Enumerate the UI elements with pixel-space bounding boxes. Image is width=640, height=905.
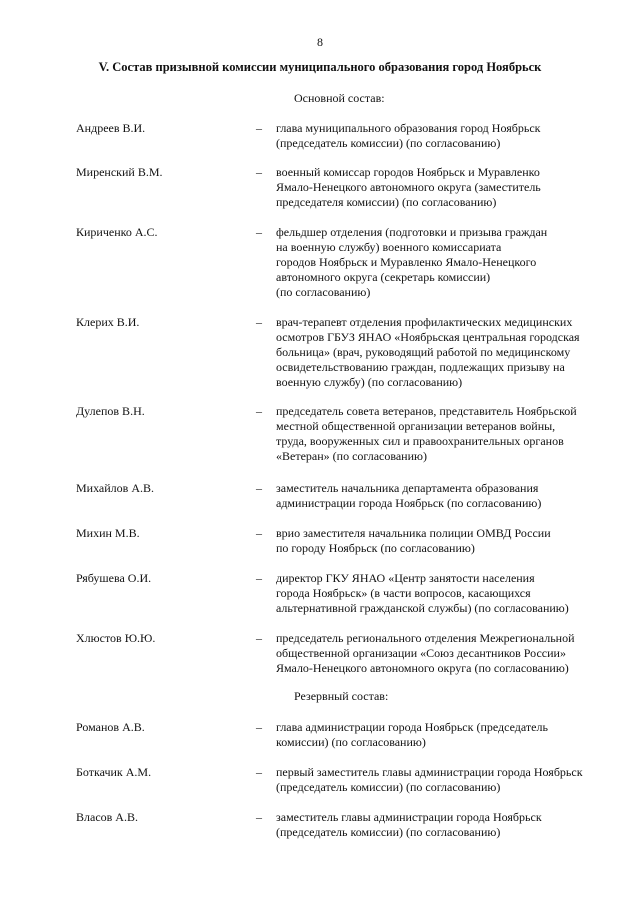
role-line: на военную службу) военного комиссариата — [276, 240, 502, 254]
role-line: города Ноябрьск» (в части вопросов, касающихся — [276, 586, 531, 600]
role-line: Ямало-Ненецкого автономного округа (заместитель — [276, 180, 541, 194]
role-line: (председатель комиссии) (по согласованию) — [276, 780, 501, 794]
member-dash: – — [256, 121, 262, 135]
member-role — [276, 526, 616, 556]
member-dash: – — [256, 631, 262, 645]
member-dash: – — [256, 720, 262, 734]
member-role — [276, 810, 616, 840]
role-line: «Ветеран» (по согласованию) — [276, 449, 427, 463]
member-role — [276, 315, 616, 390]
member-dash: – — [256, 315, 262, 329]
role-line: освидетельствованию граждан, подлежащих призыву на — [276, 360, 565, 374]
role-line: председатель регионального отделения Межрегиональной — [276, 631, 575, 645]
member-dash: – — [256, 810, 262, 824]
role-line: (по согласованию) — [276, 285, 371, 299]
role-line: военную службу) (по согласованию) — [276, 375, 463, 389]
member-role — [276, 765, 616, 795]
role-line: больница» (врач, руководящий работой по медицинскому — [276, 345, 571, 359]
section-heading: V. Состав призывной комиссии муниципального образования город Ноябрьск — [98, 60, 542, 74]
member-name: Андреев В.И. — [76, 121, 146, 135]
member-dash: – — [256, 765, 262, 779]
reserve-composition-label: Резервный состав: — [294, 689, 389, 703]
member-name: Кириченко А.С. — [76, 225, 158, 239]
role-line: первый заместитель главы администрации города Ноябрьск — [276, 765, 583, 779]
member-dash: – — [256, 404, 262, 418]
role-line: осмотров ГБУЗ ЯНАО «Ноябрьская центральная городская — [276, 330, 580, 344]
member-name: Клерих В.И. — [76, 315, 140, 329]
member-name: Хлюстов Ю.Ю. — [76, 631, 156, 645]
role-line: глава администрации города Ноябрьск (председатель — [276, 720, 548, 734]
member-name: Рябушева О.И. — [76, 571, 152, 585]
member-role — [276, 481, 616, 511]
member-dash: – — [256, 165, 262, 179]
role-line: председателя комиссии) (по согласованию) — [276, 195, 497, 209]
role-line: председатель совета ветеранов, представитель Ноябрьской — [276, 404, 577, 418]
member-role — [276, 631, 616, 676]
role-line: директор ГКУ ЯНАО «Центр занятости населения — [276, 571, 535, 585]
member-dash: – — [256, 571, 262, 585]
role-line: военный комиссар городов Ноябрьск и Муравленко — [276, 165, 540, 179]
member-name: Боткачик А.М. — [76, 765, 152, 779]
member-name: Михин М.В. — [76, 526, 140, 540]
role-line: автономного округа (секретарь комиссии) — [276, 270, 491, 284]
member-dash: – — [256, 526, 262, 540]
member-name: Миренский В.М. — [76, 165, 163, 179]
member-name: Михайлов А.В. — [76, 481, 155, 495]
member-role — [276, 571, 616, 616]
member-role — [276, 165, 616, 210]
member-name: Дулепов В.Н. — [76, 404, 145, 418]
member-role — [276, 225, 616, 300]
role-line: труда, вооруженных сил и правоохранительных органов — [276, 434, 564, 448]
role-line: фельдшер отделения (подготовки и призыва граждан — [276, 225, 548, 239]
role-line: альтернативной гражданской службы) (по согласованию) — [276, 601, 569, 615]
role-line: городов Ноябрьск и Муравленко Ямало-Ненецкого — [276, 255, 537, 269]
role-line: комиссии) (по согласованию) — [276, 735, 426, 749]
role-line: врач-терапевт отделения профилактических медицинских — [276, 315, 573, 329]
role-line: по городу Ноябрьск (по согласованию) — [276, 541, 475, 555]
role-line: глава муниципального образования город Ноябрьск — [276, 121, 541, 135]
member-role — [276, 720, 616, 750]
role-line: Ямало-Ненецкого автономного округа (по согласованию) — [276, 661, 569, 675]
member-role — [276, 404, 616, 464]
role-line: общественной организации «Союз десантников России» — [276, 646, 566, 660]
role-line: врио заместителя начальника полиции ОМВД России — [276, 526, 551, 540]
member-role — [276, 121, 616, 151]
role-line: (председатель комиссии) (по согласованию) — [276, 825, 501, 839]
member-name: Романов А.В. — [76, 720, 145, 734]
page-number: 8 — [317, 35, 323, 49]
main-composition-label: Основной состав: — [294, 91, 385, 105]
role-line: администрации города Ноябрьск (по согласованию) — [276, 496, 542, 510]
role-line: (председатель комиссии) (по согласованию) — [276, 136, 501, 150]
member-dash: – — [256, 481, 262, 495]
role-line: местной общественной организации ветеранов войны, — [276, 419, 556, 433]
member-dash: – — [256, 225, 262, 239]
member-name: Власов А.В. — [76, 810, 138, 824]
role-line: заместитель начальника департамента образования — [276, 481, 539, 495]
role-line: заместитель главы администрации города Ноябрьск — [276, 810, 542, 824]
